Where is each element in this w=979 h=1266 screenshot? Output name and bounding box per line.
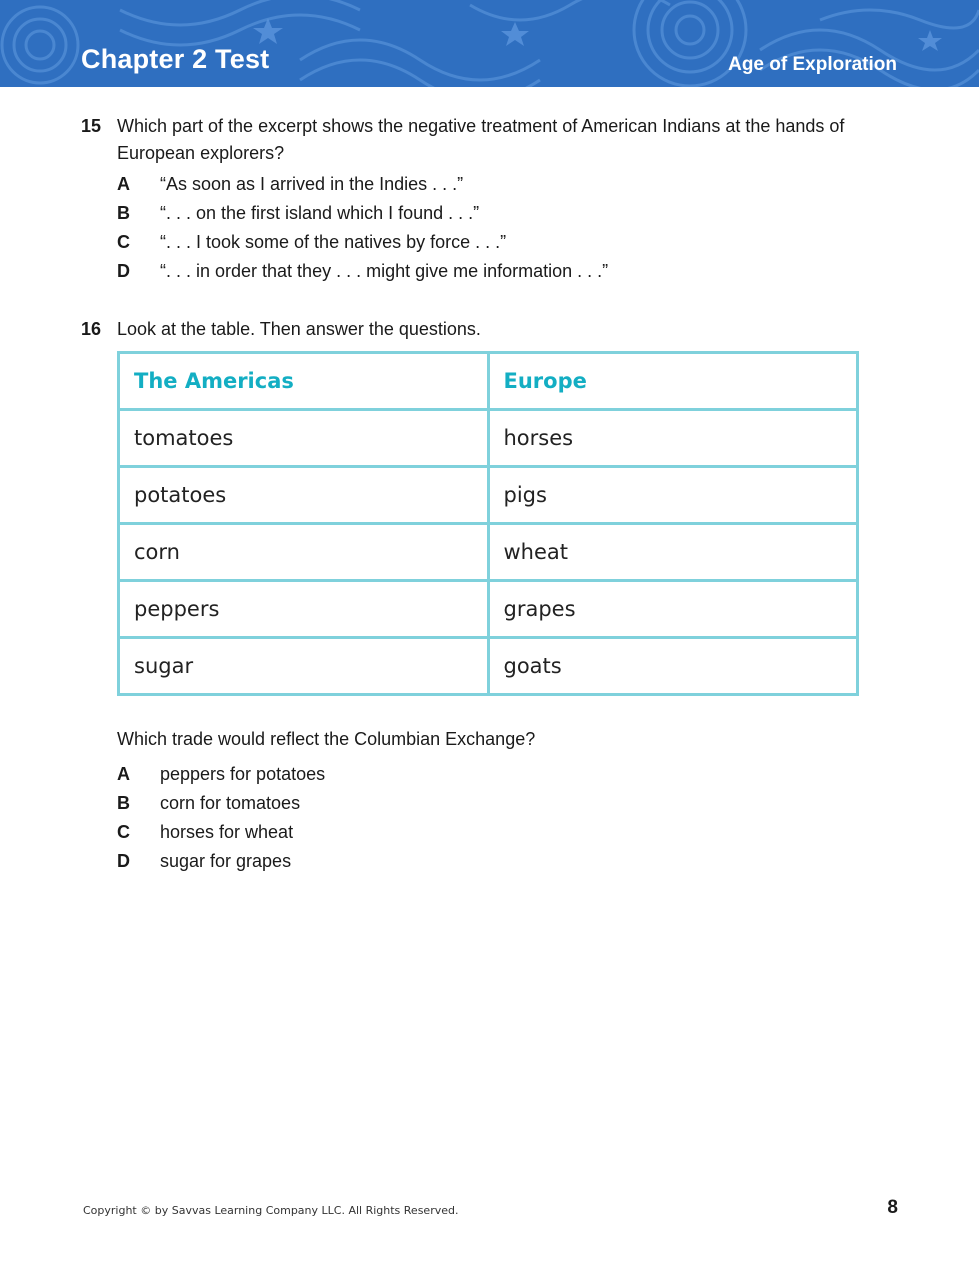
table-row <box>119 638 858 695</box>
choice-letter: D <box>117 261 130 281</box>
table-cell: wheat <box>488 524 858 581</box>
column-header-europe: Europe <box>488 353 858 410</box>
table-cell: goats <box>488 638 858 695</box>
choice-text: “. . . on the first island which I found . . .” <box>160 203 480 223</box>
choice-letter: C <box>117 822 130 842</box>
question-16 <box>81 316 901 343</box>
choice-text: corn for tomatoes <box>160 793 301 813</box>
question-16-followup <box>117 726 937 753</box>
question-prompt: Which part of the excerpt shows the negative treatment of American Indians at the hands of European explorers? <box>117 116 845 163</box>
trade-goods-table <box>117 351 859 696</box>
table-cell: pigs <box>488 467 858 524</box>
choice-letter: A <box>117 174 130 194</box>
unit-subtitle: Age of Exploration <box>728 54 897 75</box>
table-row <box>119 581 858 638</box>
page-header <box>0 0 979 87</box>
table-cell: sugar <box>119 638 489 695</box>
table-cell: horses <box>488 410 858 467</box>
choice-letter: B <box>117 203 130 223</box>
copyright-notice: Copyright © by Savvas Learning Company LLC. All Rights Reserved. <box>83 1204 459 1217</box>
table-row <box>119 410 858 467</box>
choice-text: “. . . in order that they . . . might give me information . . .” <box>160 261 609 281</box>
question-prompt: Look at the table. Then answer the questions. <box>117 319 481 339</box>
table-header-row <box>119 353 858 410</box>
chapter-title: Chapter 2 Test <box>81 44 270 74</box>
question-number: 16 <box>81 319 102 339</box>
choice-letter: D <box>117 851 130 871</box>
table-cell: grapes <box>488 581 858 638</box>
table-cell: tomatoes <box>119 410 489 467</box>
choice-text: peppers for potatoes <box>160 764 326 784</box>
table-cell: corn <box>119 524 489 581</box>
page-number: 8 <box>887 1197 898 1218</box>
table-cell: peppers <box>119 581 489 638</box>
choice-text: sugar for grapes <box>160 851 292 871</box>
choice-letter: A <box>117 764 130 784</box>
question-15 <box>81 113 901 167</box>
table-row <box>119 467 858 524</box>
choice-text: “. . . I took some of the natives by force . . .” <box>160 232 507 252</box>
column-header-americas: The Americas <box>119 353 489 410</box>
table-row <box>119 524 858 581</box>
choice-letter: B <box>117 793 130 813</box>
table-cell: potatoes <box>119 467 489 524</box>
question-number: 15 <box>81 116 102 136</box>
followup-prompt: Which trade would reflect the Columbian Exchange? <box>117 729 536 749</box>
choice-text: “As soon as I arrived in the Indies . . .” <box>160 174 464 194</box>
choice-letter: C <box>117 232 130 252</box>
choice-text: horses for wheat <box>160 822 294 842</box>
